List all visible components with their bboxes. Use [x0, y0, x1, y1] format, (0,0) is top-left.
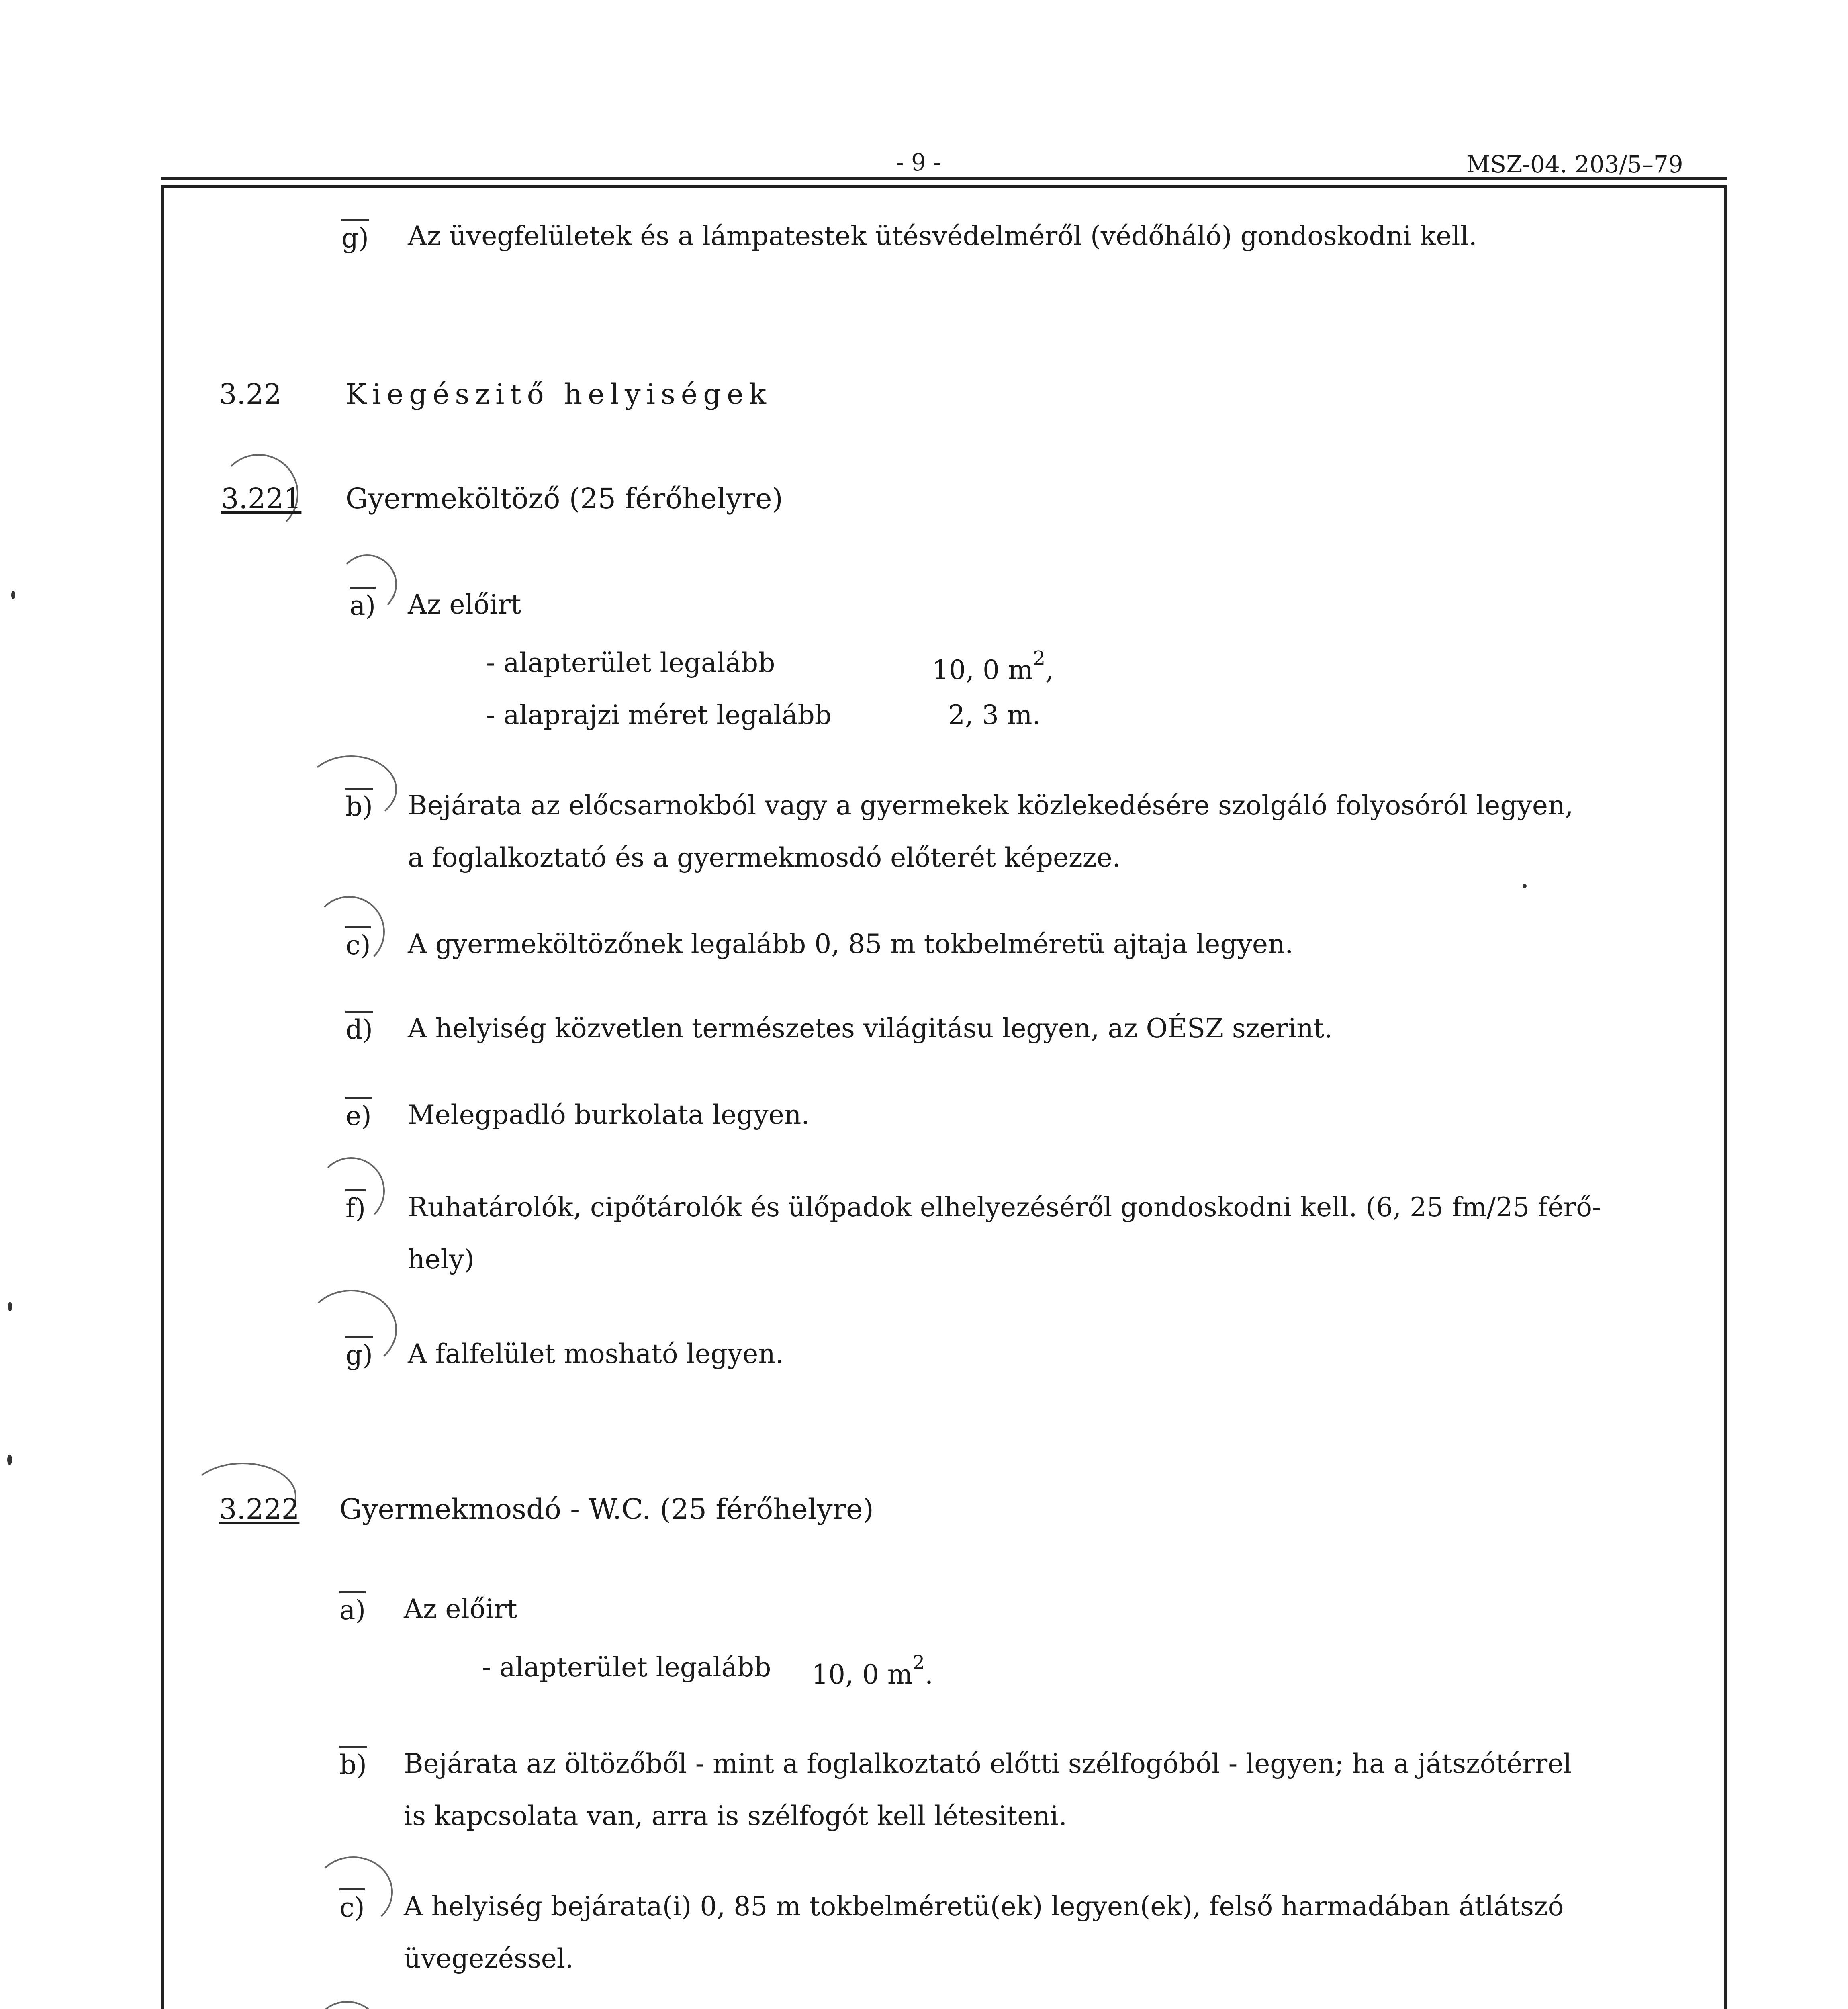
- sub2-item-c-line1: A helyiség bejárata(i) 0, 85 m tokbelméretü(ek) legyen(ek), felső harmadában átlátszó: [404, 1891, 1564, 1922]
- sub1-req-area-value: [932, 647, 1054, 686]
- sub1-title: Gyermeköltöző (25 férőhelyre): [345, 482, 783, 515]
- sub1-item-b-line2: a foglalkoztató és a gyermekmosdó előterét képezze.: [408, 842, 1121, 873]
- sub2-item-b-label: b): [339, 1746, 367, 1780]
- sub2-item-a-text: Az előirt: [404, 1594, 517, 1624]
- sub1-req-size-value: 2, 3 m.: [948, 700, 1041, 730]
- sub1-item-d-text: A helyiség közvetlen természetes világitásu legyen, az OÉSZ szerint.: [408, 1013, 1333, 1044]
- intro-text: Az üvegfelületek és a lámpatestek ütésvédelméről (védőháló) gondoskodni kell.: [408, 221, 1477, 252]
- sub2-number: 3.222: [219, 1493, 300, 1526]
- sub2-item-b-line1: Bejárata az öltözőből - mint a foglalkoztató előtti szélfogóból - legyen; ha a játszótérrel: [404, 1748, 1572, 1779]
- punct: ,: [1045, 655, 1054, 685]
- value: 10, 0 m: [932, 655, 1033, 685]
- superscript: 2: [1033, 647, 1046, 669]
- page-number: - 9 -: [896, 149, 941, 176]
- sub2-item-c-line2: üvegezéssel.: [404, 1943, 574, 1974]
- superscript: 2: [912, 1651, 925, 1674]
- sub1-item-a-label: a): [350, 587, 376, 621]
- standard-id: MSZ-04. 203/5–79: [1466, 151, 1683, 178]
- sub1-item-c-label: c): [345, 926, 371, 961]
- sub1-item-f-line1: Ruhatárolók, cipőtárolók és ülőpadok elhelyezéséről gondoskodni kell. (6, 25 fm/25 férő-: [408, 1192, 1601, 1223]
- sub2-item-c-label: c): [339, 1888, 365, 1923]
- header-rule: [161, 177, 1727, 180]
- punct: .: [925, 1659, 934, 1690]
- sub2-req-area-value: [812, 1651, 933, 1690]
- sub2-title: Gyermekmosdó - W.C. (25 férőhelyre): [339, 1493, 874, 1526]
- sub1-item-c-text: A gyermeköltözőnek legalább 0, 85 m tokbelméretü ajtaja legyen.: [408, 929, 1294, 959]
- sub1-item-b-line1: Bejárata az előcsarnokból vagy a gyermekek közlekedésére szolgáló folyosóról legyen,: [408, 790, 1574, 821]
- scan-speck: [7, 1455, 12, 1465]
- sub1-item-g-text: A falfelület mosható legyen.: [408, 1338, 784, 1369]
- sub1-item-b-label: b): [345, 788, 373, 822]
- sub1-item-e-label: e): [345, 1097, 372, 1131]
- sub2-item-b-line2: is kapcsolata van, arra is szélfogót kell létesiteni.: [404, 1800, 1067, 1831]
- sub1-item-f-label: f): [345, 1189, 366, 1224]
- sub2-item-a-label: a): [339, 1591, 366, 1626]
- scan-speck: [11, 591, 15, 599]
- scan-speck: [1523, 884, 1527, 888]
- sub1-item-a-text: Az előirt: [408, 589, 521, 620]
- section-title: Kiegészitő helyiségek: [345, 378, 772, 411]
- page-frame: [161, 185, 1727, 2009]
- value: 10, 0 m: [812, 1659, 913, 1690]
- sub1-item-g-label: g): [345, 1336, 373, 1371]
- sub2-req-area: - alapterület legalább: [482, 1652, 771, 1683]
- sub1-item-e-text: Melegpadló burkolata legyen.: [408, 1099, 810, 1130]
- sub1-item-f-line2: hely): [408, 1244, 474, 1275]
- scan-speck: [8, 1302, 12, 1311]
- sub1-number: 3.221: [221, 482, 302, 515]
- intro-label: g): [341, 219, 369, 254]
- sub1-item-d-label: d): [345, 1011, 373, 1045]
- sub1-req-area: - alapterület legalább: [486, 647, 775, 678]
- section-number: 3.22: [219, 378, 282, 411]
- sub1-req-size: - alaprajzi méret legalább: [486, 700, 832, 730]
